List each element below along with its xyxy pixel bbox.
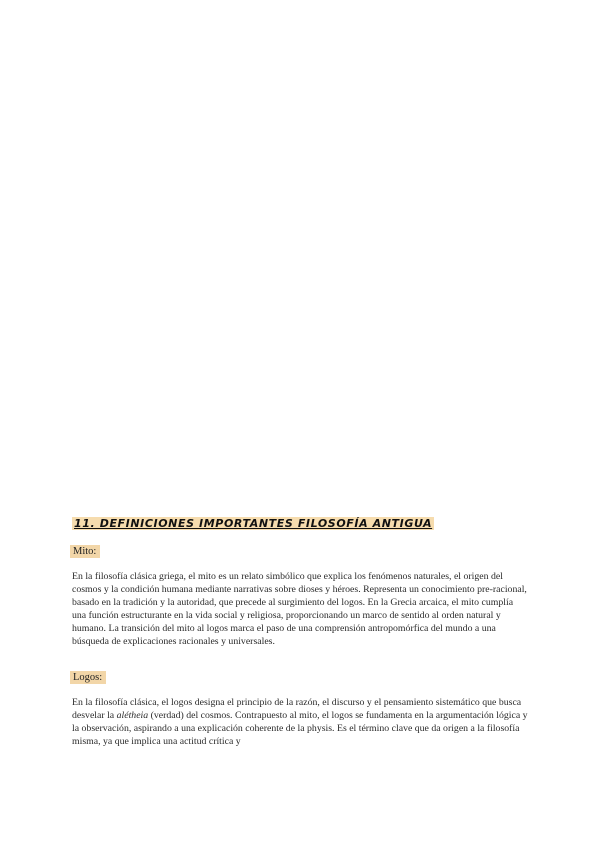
term-logos-label: Logos: (70, 671, 106, 684)
aletheia-emphasis: alétheia (116, 710, 149, 722)
term-mito-label: Mito: (70, 545, 100, 558)
logos-text-after: (verdad) del cosmos. Contrapuesto al mito, el logos se fundamenta en la argumentación lógica y la observación, aspirando a una explicación coherente de la physis. Es el término clave que da origen a la filosofía misma, ya que implica una actitud crítica y (72, 710, 528, 748)
mito-paragraph: En la filosofía clásica griega, el mito es un relato simbólico que explica los fenómenos naturales, el origen del cosmos y la condición humana mediante narrativas sobre dioses y héroes. Representa un conocimiento pre-racional, basado en la tradición y la autoridad, que precede al surgimiento del logos. En la Grecia arcaica, el mito cumplía una función estructurante en la vida social y religiosa, proporcionando un marco de sentido al orden natural y humano. La transición del mito al logos marca el paso de una comprensión antropomórfica del mundo a una búsqueda de explicaciones racionales y universales. (72, 571, 527, 648)
logos-paragraph (72, 696, 528, 752)
section-heading: 11. DEFINICIONES IMPORTANTES FILOSOFÍA ANTIGUA (74, 517, 433, 530)
logos-text-before: En la filosofía clásica, el logos designa el principio de la razón, el discurso y el pensamiento sistemático que busca desvelar la (72, 697, 522, 722)
